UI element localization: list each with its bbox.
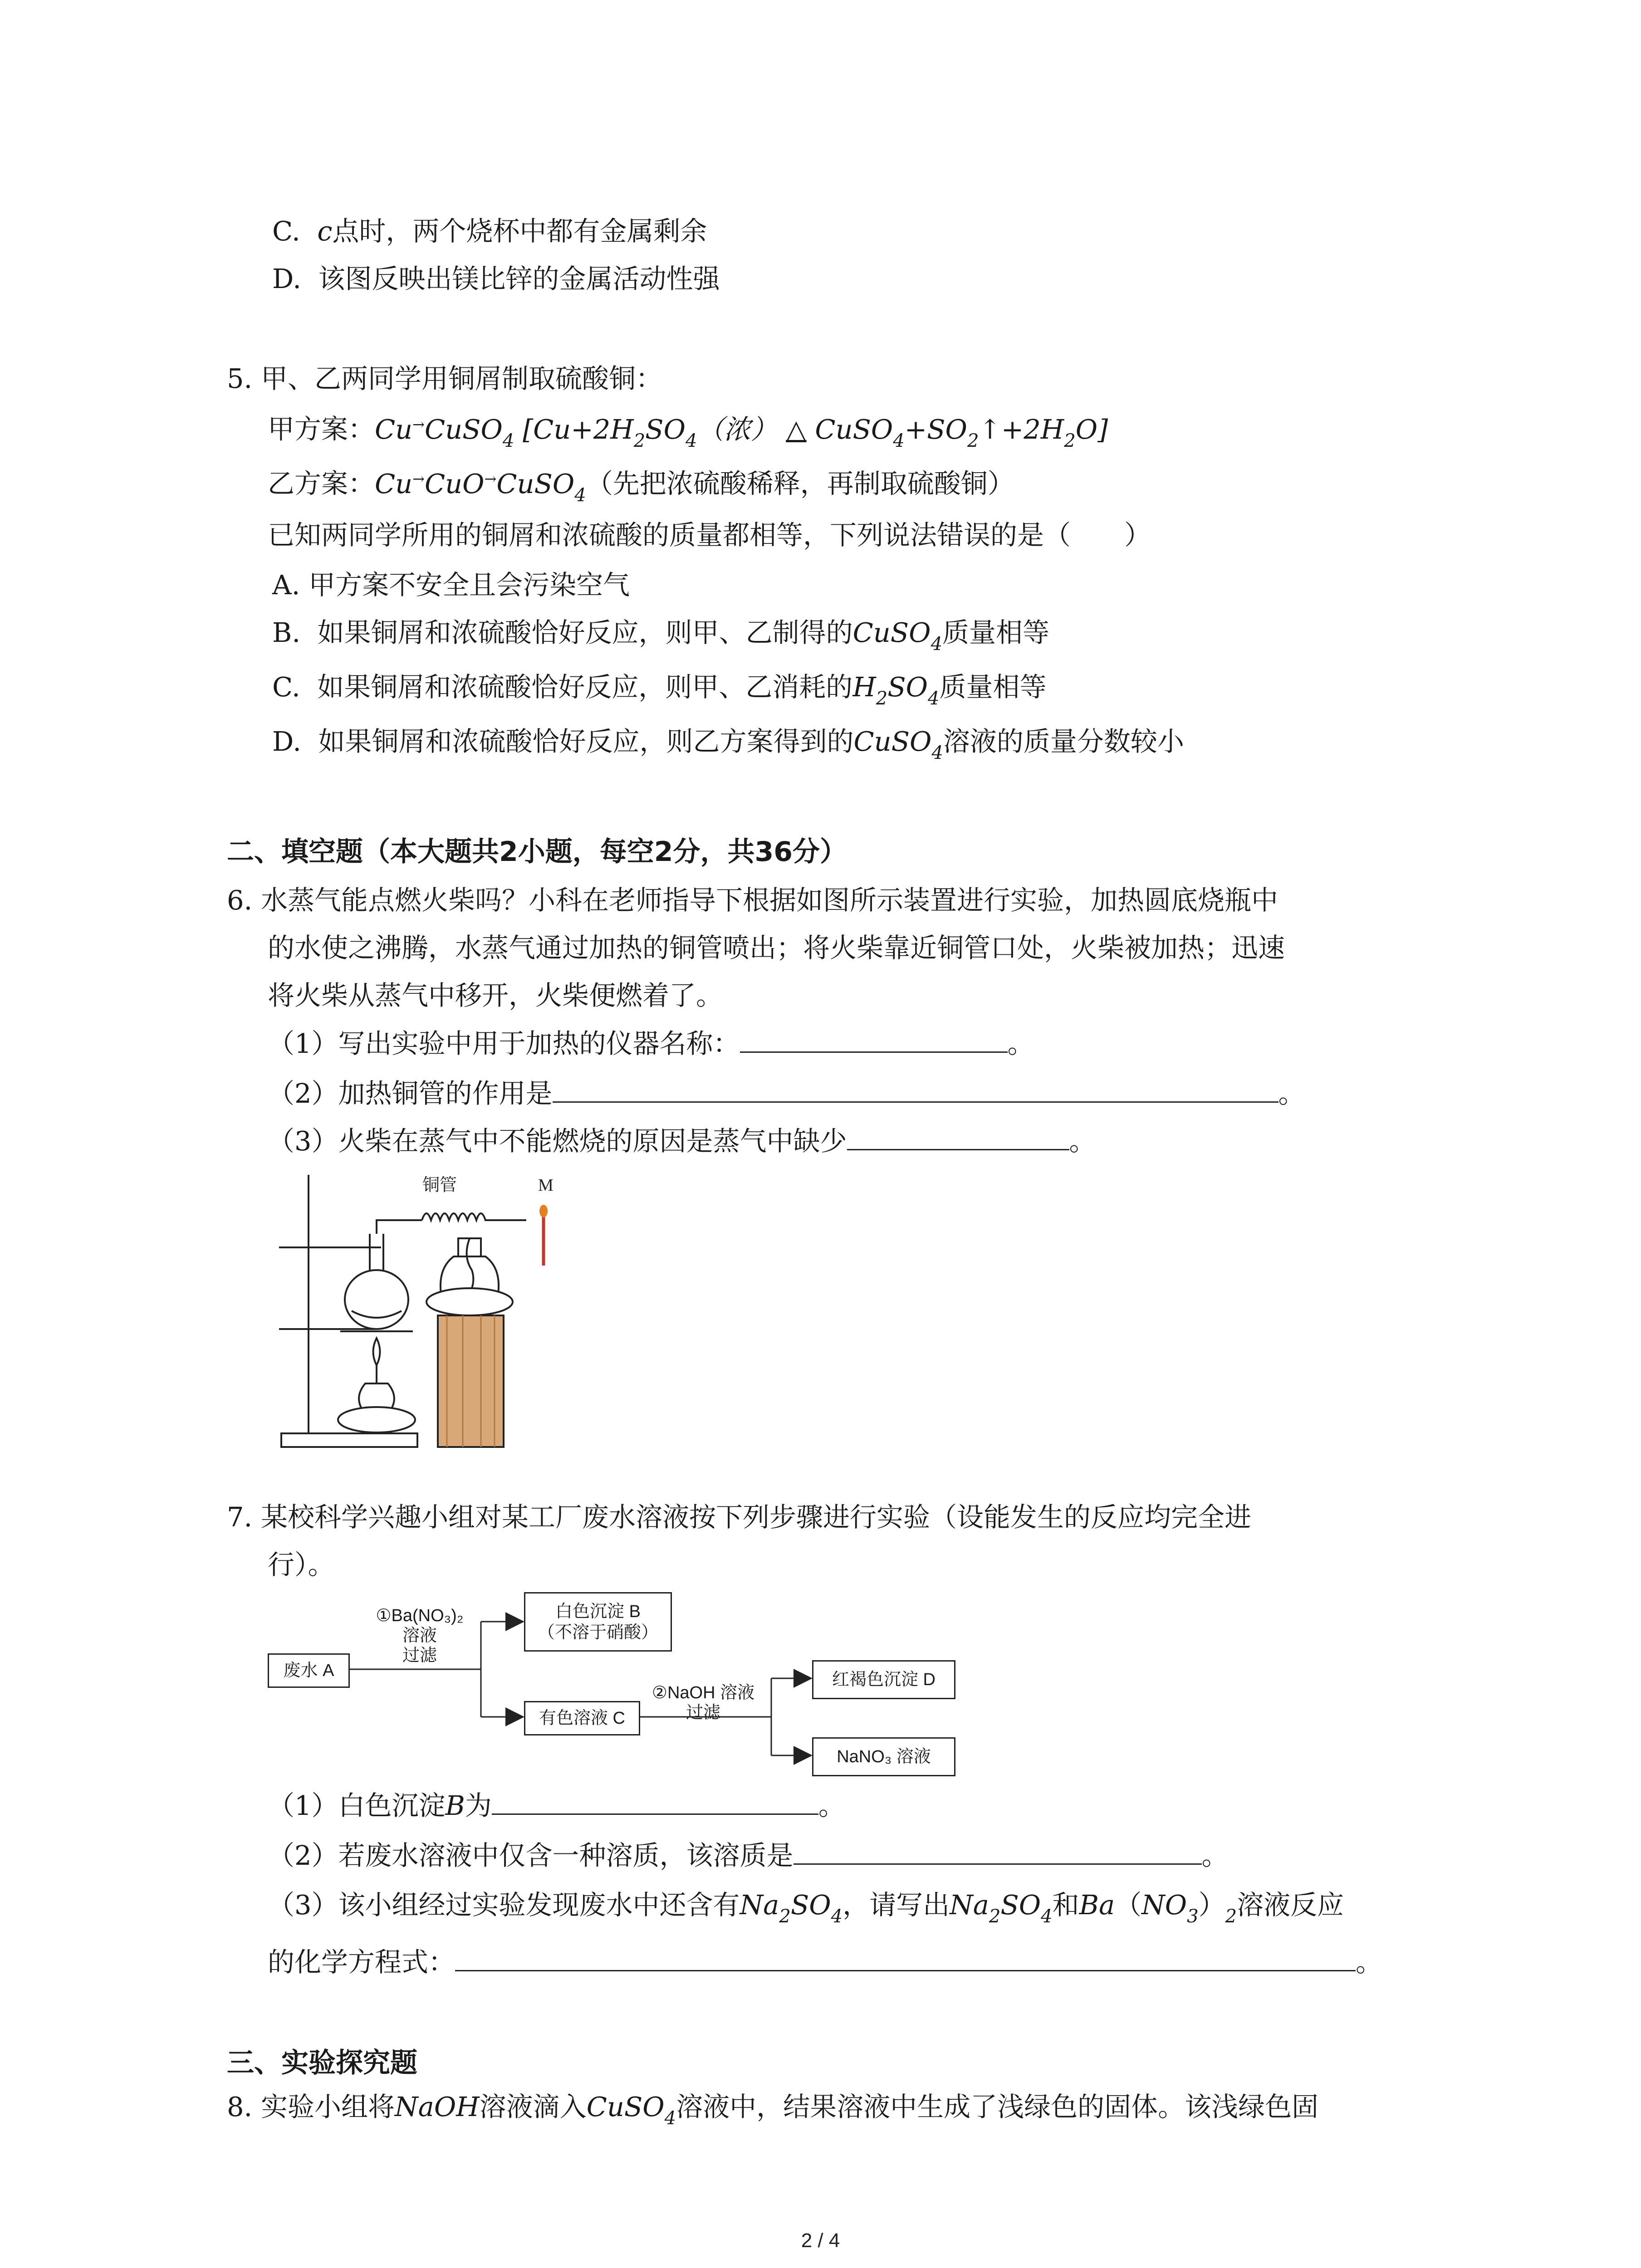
q7-sub-3-cont xyxy=(268,1944,1382,1980)
q6-sub-2 xyxy=(268,1075,1305,1112)
plan-b-note: （先把浓硫酸稀释，再制取硫酸铜） xyxy=(586,468,1014,499)
q6-line-1: 6. 水蒸气能点燃火柴吗？小科在老师指导下根据如图所示装置进行实验，加热圆底烧瓶中 xyxy=(227,885,1279,916)
match-label: M xyxy=(538,1176,554,1195)
q5-option-d: D. 如果铜屑和浓硫酸恰好反应，则乙方案得到的CuSO$_4$溶液的质量分数较小 xyxy=(272,726,1184,763)
q7-line-1: 7. 某校科学兴趣小组对某工厂废水溶液按下列步骤进行实验（设能发生的反应均完全进 xyxy=(227,1501,1252,1533)
sub-question-text: 为 xyxy=(465,1790,492,1821)
step2-label xyxy=(644,1683,762,1723)
answer-blank[interactable] xyxy=(455,1944,1356,1971)
q8-line-1: 8. 实验小组将NaOH溶液滴入CuSO$_4$溶液中，结果溶液中生成了浅绿色的固体。该浅绿色固 xyxy=(227,2091,1319,2129)
plan-b-equation: Cu→CuO→CuSO$_4$ xyxy=(375,468,586,506)
option-letter: C. xyxy=(272,215,300,247)
plan-a-label: 甲方案： xyxy=(268,413,375,445)
colored-solution-label: 有色溶液 C xyxy=(539,1709,625,1728)
q6-sub-1 xyxy=(268,1025,1034,1062)
step2-reagent: ②NaOH 溶液 xyxy=(652,1683,755,1702)
sub-question-text: （3）火柴在蒸气中不能燃烧的原因是蒸气中缺少 xyxy=(268,1125,847,1157)
q5-option-a: A. 甲方案不安全且会污染空气 xyxy=(272,569,630,601)
copper-tube-label: 铜管 xyxy=(422,1176,457,1195)
q7-sub-1 xyxy=(268,1787,845,1824)
section-2-title: 二、填空题（本大题共2小题，每空2分，共36分） xyxy=(227,836,847,868)
sub-question-variable: B xyxy=(445,1790,465,1821)
white-precipitate-box xyxy=(524,1592,672,1652)
sub-question-text: （1）白色沉淀 xyxy=(268,1790,446,1821)
answer-blank[interactable] xyxy=(492,1787,818,1815)
step2-filter: 过滤 xyxy=(686,1703,720,1722)
option-variable: c xyxy=(317,215,333,247)
white-precipitate-label: 白色沉淀 B xyxy=(555,1602,641,1621)
q5-option-b: B. 如果铜屑和浓硫酸恰好反应，则甲、乙制得的CuSO$_4$质量相等 xyxy=(272,617,1050,655)
plan-b-label: 乙方案： xyxy=(268,468,375,499)
answer-blank[interactable] xyxy=(740,1025,1008,1053)
sub-question-text: （1）写出实验中用于加热的仪器名称： xyxy=(268,1028,740,1059)
q7-line-2: 行）。 xyxy=(268,1549,335,1580)
q7-sub-3: （3）该小组经过实验发现废水中还含有$Na_2SO_4$，请写出$Na_2SO_4$和$Ba(NO_3)_2$溶液反应 xyxy=(268,1889,1344,1927)
colored-solution-box xyxy=(524,1701,640,1735)
section-3-title: 三、实验探究题 xyxy=(227,2047,417,2079)
red-brown-precipitate-box xyxy=(812,1660,955,1699)
red-brown-precipitate-label: 红褐色沉淀 D xyxy=(832,1670,936,1689)
q5-option-c: C. 如果铜屑和浓硫酸恰好反应，则甲、乙消耗的$H_2SO_4$质量相等 xyxy=(272,671,1047,709)
end-mark: 。 xyxy=(1356,1946,1383,1978)
sub-question-text: （2）加热铜管的作用是 xyxy=(268,1078,553,1109)
sub-question-text: 的化学方程式： xyxy=(268,1946,456,1978)
page-number: 2 / 4 xyxy=(801,2229,840,2252)
step1-filter: 过滤 xyxy=(402,1646,437,1665)
nano3-solution-label: NaNO₃ 溶液 xyxy=(837,1747,931,1766)
answer-blank[interactable] xyxy=(794,1837,1202,1865)
waste-a-label: 废水 A xyxy=(283,1661,334,1680)
option-text: 该图反映出镁比锌的金属活动性强 xyxy=(318,263,720,294)
q4-option-c xyxy=(272,213,707,249)
waste-a-box xyxy=(268,1653,350,1688)
q6-line-3: 将火柴从蒸气中移开，火柴便燃着了。 xyxy=(268,980,723,1011)
q5-question: 已知两同学所用的铜屑和浓硫酸的质量都相等，下列说法错误的是（ ） xyxy=(268,519,1151,551)
sub-question-text: （2）若废水溶液中仅含一种溶质，该溶质是 xyxy=(268,1840,794,1871)
option-letter: D. xyxy=(272,263,301,294)
plan-a-equation: Cu→CuSO$_4$ [$Cu+2H_2SO_4$（浓） △ $CuSO_4+SO_2↑+2H_2O$] xyxy=(375,413,1108,451)
nano3-solution-box xyxy=(812,1737,955,1776)
q5-plan-a xyxy=(268,406,1108,451)
end-mark: 。 xyxy=(1007,1028,1034,1059)
q6-sub-3 xyxy=(268,1123,1096,1159)
step1-reagent: ①Ba(NO₃)₂ xyxy=(376,1606,464,1625)
q5-plan-b xyxy=(268,460,1014,505)
step1-label xyxy=(365,1606,474,1666)
end-mark: 。 xyxy=(1278,1078,1305,1109)
q6-line-2: 的水使之沸腾，水蒸气通过加热的铜管喷出；将火柴靠近铜管口处，火柴被加热；迅速 xyxy=(268,932,1285,963)
q5-stem: 5. 甲、乙两同学用铜屑制取硫酸铜： xyxy=(227,363,663,394)
answer-blank[interactable] xyxy=(553,1075,1279,1103)
q7-sub-2 xyxy=(268,1837,1229,1874)
apparatus-figure xyxy=(272,1166,567,1456)
end-mark: 。 xyxy=(818,1790,845,1821)
step1-solution: 溶液 xyxy=(402,1626,437,1645)
end-mark: 。 xyxy=(1201,1840,1229,1871)
white-precipitate-note: （不溶于硝酸） xyxy=(537,1623,658,1642)
q4-option-d xyxy=(272,261,720,297)
option-text: 点时，两个烧杯中都有金属剩余 xyxy=(332,215,707,247)
answer-blank[interactable] xyxy=(847,1123,1069,1150)
flow-chart xyxy=(268,1592,971,1783)
end-mark: 。 xyxy=(1069,1125,1096,1157)
